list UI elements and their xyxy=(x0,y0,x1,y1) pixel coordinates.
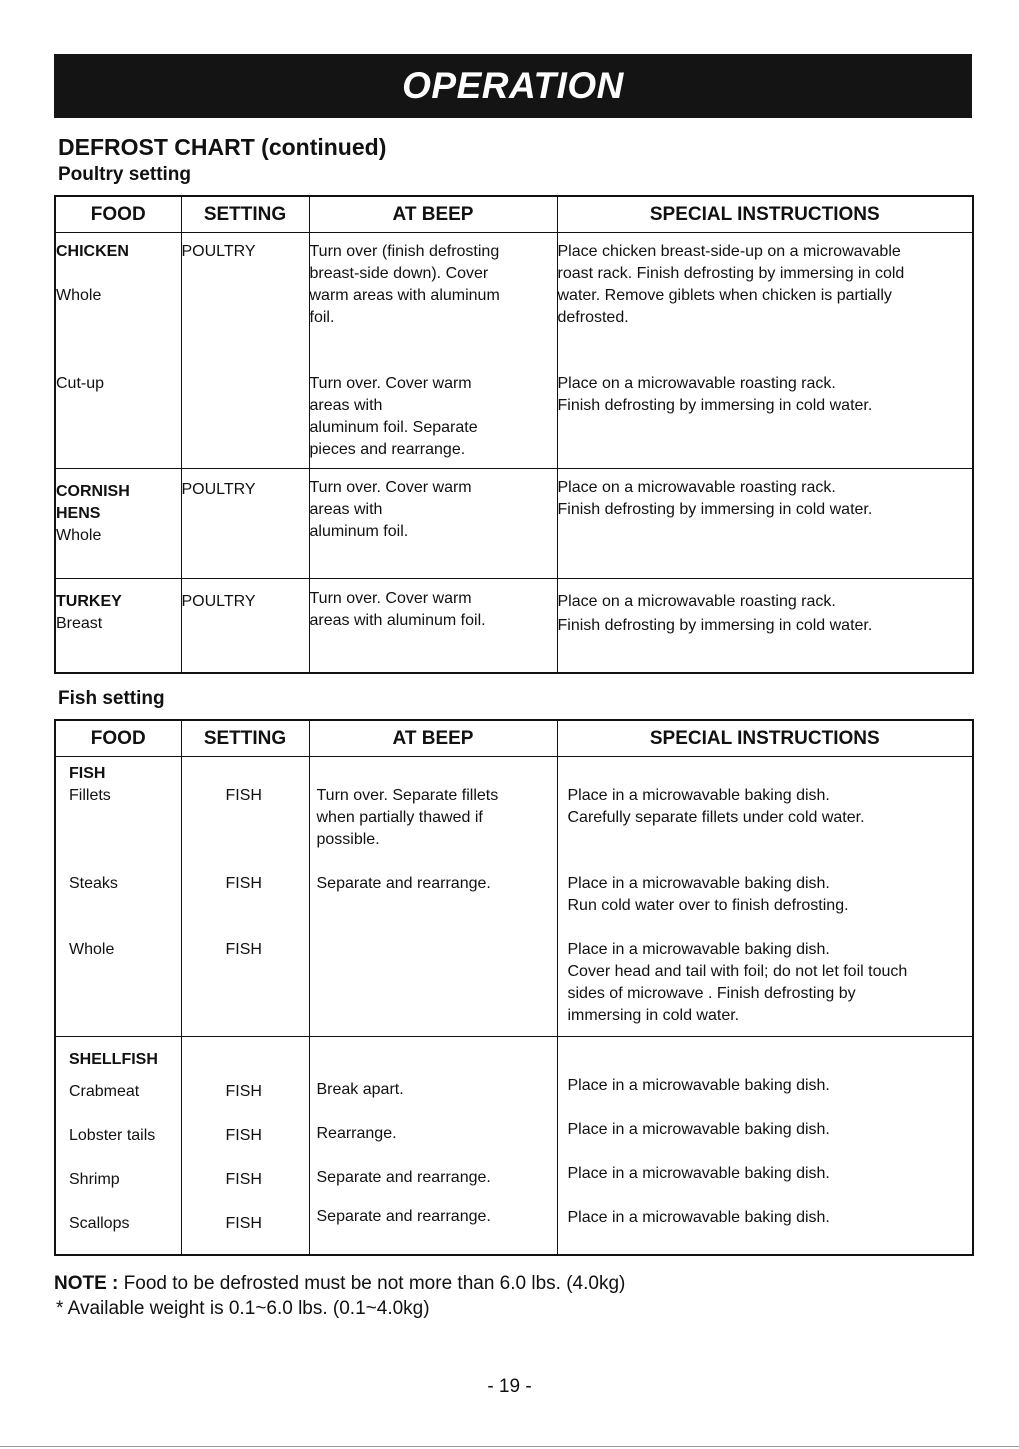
table-row xyxy=(55,233,973,469)
setting-value: POULTRY xyxy=(181,243,256,260)
beep-line: Break apart. xyxy=(316,1081,404,1098)
food-cut: Whole xyxy=(56,527,102,544)
instruction-line: Run cold water over to finish defrosting. xyxy=(567,897,849,914)
instruction-line: water. Remove giblets when chicken is partially xyxy=(557,287,892,304)
header-at-beep: AT BEEP xyxy=(309,196,557,233)
instruction-line: Cover head and tail with foil; do not let foil touch xyxy=(567,963,908,980)
beep-line: aluminum foil. xyxy=(309,523,409,540)
food-cut: Steaks xyxy=(69,875,118,892)
beep-line: Separate and rearrange. xyxy=(316,1169,491,1186)
food-cut: Fillets xyxy=(69,787,111,804)
food-cut: Cut-up xyxy=(56,375,105,392)
beep-line: Separate and rearrange. xyxy=(316,1208,491,1225)
beep-line: Turn over. Cover warm xyxy=(309,479,472,496)
instruction-line: Finish defrosting by immersing in cold water. xyxy=(557,501,873,518)
beep-line: pieces and rearrange. xyxy=(309,441,466,458)
beep-line: breast-side down). Cover xyxy=(309,265,489,282)
instruction-line: Place in a microwavable baking dish. xyxy=(567,1165,830,1182)
header-at-beep: AT BEEP xyxy=(309,720,557,757)
header-food: FOOD xyxy=(55,196,181,233)
operation-banner: OPERATION xyxy=(54,54,972,118)
beep-line: Separate and rearrange. xyxy=(316,875,491,892)
poultry-table xyxy=(54,195,974,674)
page-number: - 19 - xyxy=(487,1376,532,1397)
group-label: SHELLFISH xyxy=(69,1051,158,1068)
table-header-row xyxy=(55,196,973,233)
setting-value: POULTRY xyxy=(181,481,256,498)
note-text: Food to be defrosted must be not more than 6.0 lbs. (4.0kg) xyxy=(118,1273,626,1294)
instruction-line: Place in a microwavable baking dish. xyxy=(567,787,830,804)
food-cut: Shrimp xyxy=(69,1171,120,1188)
beep-line: areas with xyxy=(309,501,383,518)
setting-value: FISH xyxy=(225,1127,262,1144)
food-cut: Crabmeat xyxy=(69,1083,140,1100)
setting-value: FISH xyxy=(225,1171,262,1188)
instruction-line: Place on a microwavable roasting rack. xyxy=(557,479,836,496)
food-cut: Lobster tails xyxy=(69,1127,156,1144)
instruction-line: Carefully separate fillets under cold water. xyxy=(567,809,865,826)
fish-heading: Fish setting xyxy=(58,688,165,709)
setting-value: FISH xyxy=(225,787,262,804)
beep-line: Turn over (finish defrosting xyxy=(309,243,500,260)
note xyxy=(54,1273,625,1295)
food-name: HENS xyxy=(56,505,101,522)
beep-line: Turn over. Cover warm xyxy=(309,375,472,392)
food-name: TURKEY xyxy=(56,593,122,610)
food-name: CHICKEN xyxy=(56,243,129,260)
beep-line: warm areas with aluminum xyxy=(309,287,500,304)
beep-line: Rearrange. xyxy=(316,1125,397,1142)
setting-value: FISH xyxy=(225,875,262,892)
group-label: FISH xyxy=(69,765,106,782)
header-special-instructions: SPECIAL INSTRUCTIONS xyxy=(557,720,973,757)
instruction-line: Place on a microwavable roasting rack. xyxy=(557,375,836,392)
instruction-line: roast rack. Finish defrosting by immersing in cold xyxy=(557,265,905,282)
instruction-line: Place in a microwavable baking dish. xyxy=(567,1209,830,1226)
instruction-line: Finish defrosting by immersing in cold water. xyxy=(557,617,873,634)
fish-table xyxy=(54,719,974,1256)
food-cut: Breast xyxy=(56,615,103,632)
beep-line: areas with xyxy=(309,397,383,414)
header-food: FOOD xyxy=(55,720,181,757)
table-header-row xyxy=(55,720,973,757)
food-cut: Whole xyxy=(56,287,102,304)
beep-line: when partially thawed if xyxy=(316,809,483,826)
instruction-line: Place in a microwavable baking dish. xyxy=(567,941,830,958)
food-cut: Whole xyxy=(69,941,115,958)
instruction-line: Place in a microwavable baking dish. xyxy=(567,1121,830,1138)
bottom-divider xyxy=(0,1446,1019,1447)
beep-line: foil. xyxy=(309,309,335,326)
table-row xyxy=(55,469,973,579)
beep-line: areas with aluminum foil. xyxy=(309,612,486,629)
instruction-line: immersing in cold water. xyxy=(567,1007,740,1024)
table-row xyxy=(55,579,973,673)
instruction-line: defrosted. xyxy=(557,309,629,326)
table-row xyxy=(55,1037,973,1255)
beep-line: aluminum foil. Separate xyxy=(309,419,478,436)
instruction-line: Place in a microwavable baking dish. xyxy=(567,1077,830,1094)
instruction-line: Place in a microwavable baking dish. xyxy=(567,875,830,892)
instruction-line: Place chicken breast-side-up on a microwavable xyxy=(557,243,901,260)
header-setting: SETTING xyxy=(181,196,309,233)
page-title: DEFROST CHART (continued) xyxy=(58,134,387,160)
beep-line: Turn over. Separate fillets xyxy=(316,787,499,804)
note-sub: * Available weight is 0.1~6.0 lbs. (0.1~4.0kg) xyxy=(56,1298,430,1319)
table-row xyxy=(55,757,973,1037)
poultry-heading: Poultry setting xyxy=(58,164,192,185)
instruction-line: sides of microwave . Finish defrosting by xyxy=(567,985,856,1002)
instruction-line: Place on a microwavable roasting rack. xyxy=(557,593,836,610)
setting-value: FISH xyxy=(225,1083,262,1100)
header-setting: SETTING xyxy=(181,720,309,757)
food-cut: Scallops xyxy=(69,1215,130,1232)
setting-value: POULTRY xyxy=(181,593,256,610)
food-name: CORNISH xyxy=(56,483,130,500)
beep-line: Turn over. Cover warm xyxy=(309,590,472,607)
beep-line: possible. xyxy=(316,831,380,848)
setting-value: FISH xyxy=(225,941,262,958)
setting-value: FISH xyxy=(225,1215,262,1232)
header-special-instructions: SPECIAL INSTRUCTIONS xyxy=(557,196,973,233)
instruction-line: Finish defrosting by immersing in cold water. xyxy=(557,397,873,414)
note-label: NOTE : xyxy=(54,1273,119,1294)
